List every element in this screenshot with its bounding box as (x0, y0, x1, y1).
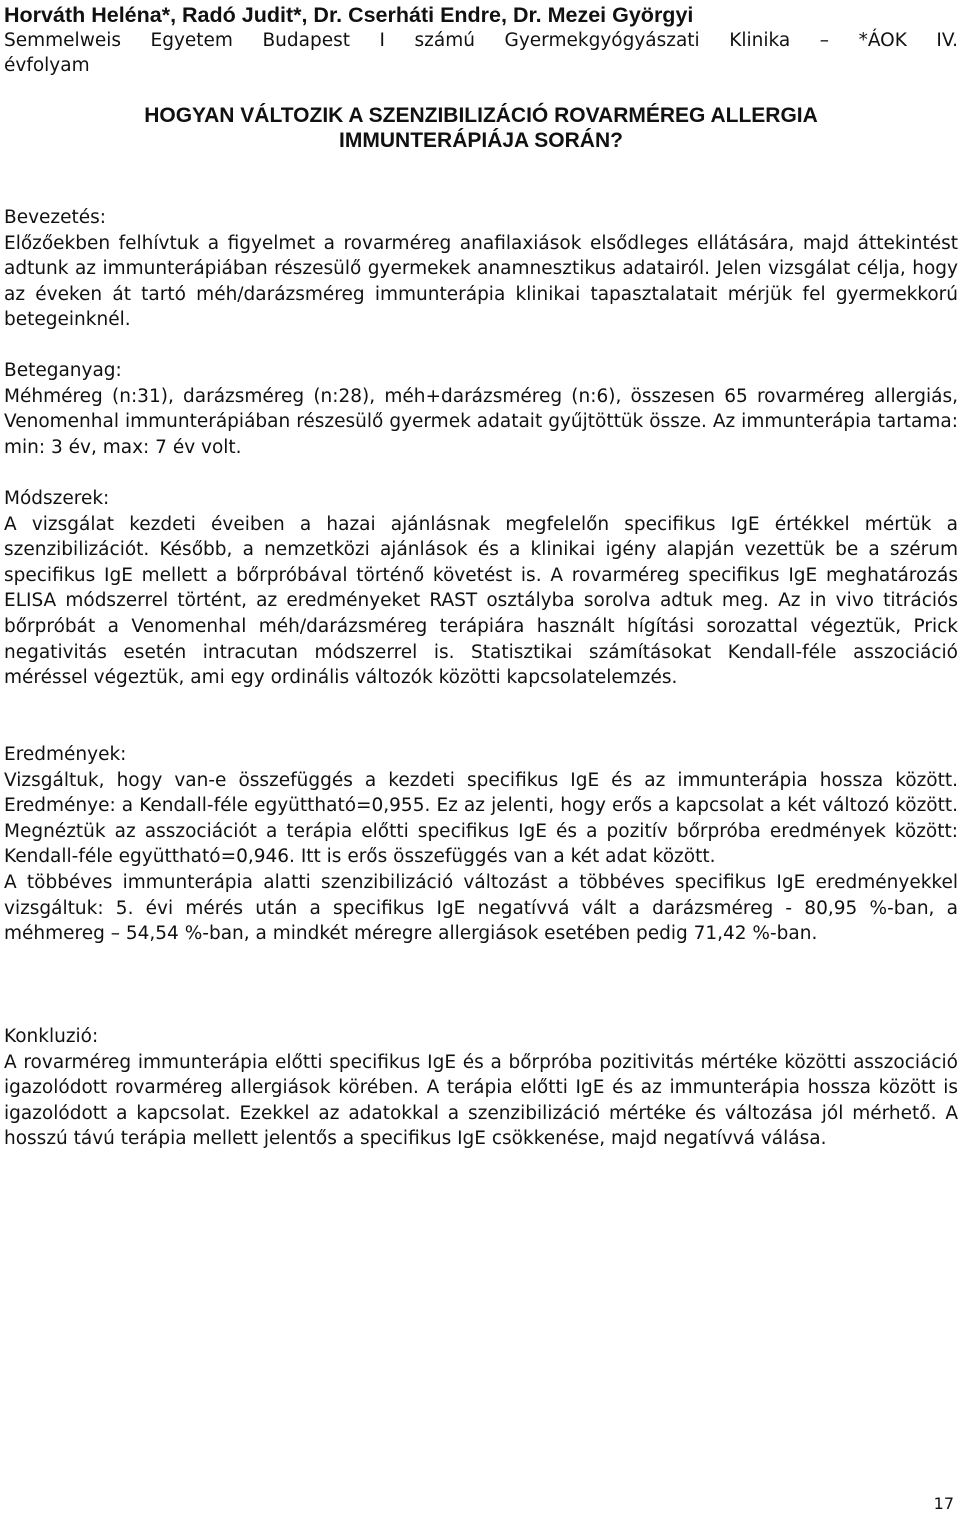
section-eredmenyek (4, 742, 958, 947)
page-number: 17 (933, 1494, 954, 1513)
paper-title-line-2: IMMUNTERÁPIÁJA SORÁN? (339, 129, 623, 152)
section-text-eredmenyek-1: Vizsgáltuk, hogy van-e összefüggés a kezdeti specifikus IgE és az immunterápia hossza között. Eredménye: a Kendall-féle együttható=0,955. Ez az jelenti, hogy erős a kapcsolat a két változó között. Megnéztük az asszociációt a terápia előtti specifikus IgE és a pozitív bőrpróba eredmények között: Kendall-féle együttható=0,946. Itt is erős összefüggés van a két adat között. (4, 769, 958, 868)
section-heading-eredmenyek: Eredmények: (4, 744, 127, 765)
section-konkluzio (4, 1024, 958, 1152)
section-heading-beteganyag: Beteganyag: (4, 360, 122, 381)
section-text-bevezetes: Előzőekben felhívtuk a figyelmet a rovarméreg anafilaxiások elsődleges ellátására, majd áttekintést adtunk az immunterápiában részesülő gyermekek anamnesztikus adatairól. Jelen vizsgálat célja, hogy az éveken át tartó méh/darázsméreg immunterápia klinikai tapasztalatait mérjük fel gyermekkorú betegeinknél. (4, 232, 958, 331)
affiliation-line-1: Semmelweis Egyetem Budapest I számú Gyermekgyógyászati Klinika – *ÁOK IV. (4, 30, 958, 51)
author-list: Horváth Heléna*, Radó Judit*, Dr. Cserháti Endre, Dr. Mezei Györgyi (4, 3, 694, 27)
paper-title-line-1: HOGYAN VÁLTOZIK A SZENZIBILIZÁCIÓ ROVARMÉREG ALLERGIA (144, 104, 818, 127)
section-text-modszerek: A vizsgálat kezdeti éveiben a hazai ajánlásnak megfelelőn specifikus IgE értékkel mértük a szenzibilizációt. Később, a nemzetközi ajánlások és a klinikai igény alapján vezettük be a szérum specifikus IgE mellett a bőrpróbával történő követést is. A rovarméreg specifikus IgE meghatározás ELISA módszerrel történt, az eredményeket RAST osztályba sorolva adtuk meg. Az in vivo titrációs bőrpróbát a Venomenhal méh/darázsméreg terápiára használt hígítási sorozattal végeztük, Prick negativitás esetén intracutan módszerrel is. Statisztikai számításokat Kendall-féle asszociáció méréssel végeztük, ami egy ordinális változók közötti kapcsolatelemzés. (4, 513, 958, 689)
paper-title (4, 103, 958, 153)
section-text-konkluzio: A rovarméreg immunterápia előtti specifikus IgE és a bőrpróba pozitivitás mértéke közötti asszociáció igazolódott rovarméreg allergiások körében. A terápia előtti IgE és az immunterápia hossza között is igazolódott a kapcsolat. Ezekkel az adatokkal a szenzibilizáció mértéke és változása jól mérhető. A hosszú távú terápia mellett jelentős a specifikus IgE csökkenése, majd negatívvá válása. (4, 1051, 958, 1150)
affiliation-line-2: évfolyam (4, 55, 90, 76)
section-bevezetes (4, 205, 958, 333)
section-heading-modszerek: Módszerek: (4, 488, 110, 509)
section-text-eredmenyek-2: A többéves immunterápia alatti szenzibilizáció változást a többéves specifikus IgE eredményekkel vizsgáltuk: 5. évi mérés után a specifikus IgE negatívvá vált a darázsméreg - 80,95 %-ban, a méhmereg – 54,54 %-ban, a mindkét méregre allergiások esetében pedig 71,42 %-ban. (4, 871, 958, 945)
section-beteganyag (4, 358, 958, 460)
section-heading-konkluzio: Konkluzió: (4, 1026, 99, 1047)
section-text-beteganyag: Méhméreg (n:31), darázsméreg (n:28), méh+darázsméreg (n:6), összesen 65 rovarméreg allergiás, Venomenhal immunterápiában részesülő gyermek adatait gyűjtöttük össze. Az immunterápia tartama: min: 3 év, max: 7 év volt. (4, 385, 958, 458)
section-modszerek (4, 486, 958, 691)
section-heading-bevezetes: Bevezetés: (4, 207, 107, 228)
